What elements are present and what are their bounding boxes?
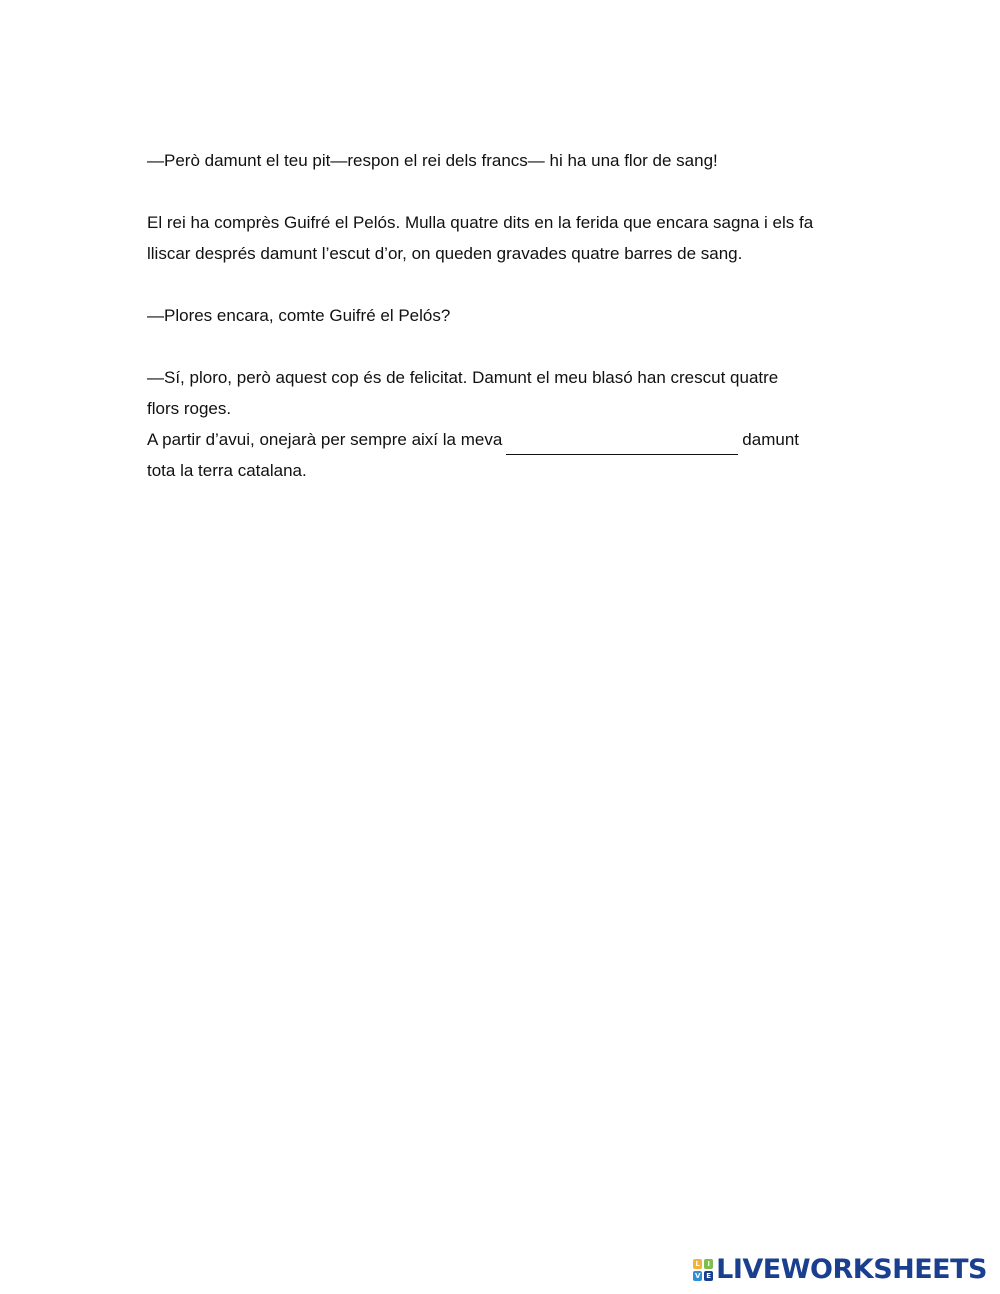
fill-in-line [147,424,867,455]
dialogue-line-3: —Sí, ploro, però aquest cop és de felicitat. Damunt el meu blasó han crescut quatre [147,368,779,387]
logo-tile-3: V [694,1272,701,1280]
answer-blank-input[interactable] [506,434,738,455]
liveworksheets-logo [693,1256,987,1284]
logo-tile-4: E [704,1271,713,1281]
narration-line-2: lliscar després damunt l’escut d’or, on queden gravades quatre barres de sang. [147,244,743,263]
fill-in-text-before: A partir d’avui, onejarà per sempre així la meva [147,430,503,449]
fill-in-text-after: damunt [742,430,799,449]
worksheet-text [147,145,867,486]
logo-tile-1: L [693,1259,702,1269]
dialogue-line-1: —Però damunt el teu pit—respon el rei dels francs— hi ha una flor de sang! [147,151,718,170]
dialogue-line-2: —Plores encara, comte Guifré el Pelós? [147,306,451,325]
brand-name: LIVEWORKSHEETS [716,1254,987,1285]
closing-line: tota la terra catalana. [147,461,307,480]
liveworksheets-icon [693,1259,713,1281]
logo-tile-2: I [704,1259,713,1269]
dialogue-line-4: flors roges. [147,399,232,418]
narration-line-1: El rei ha comprès Guifré el Pelós. Mulla quatre dits en la ferida que encara sagna i els fa [147,213,814,232]
